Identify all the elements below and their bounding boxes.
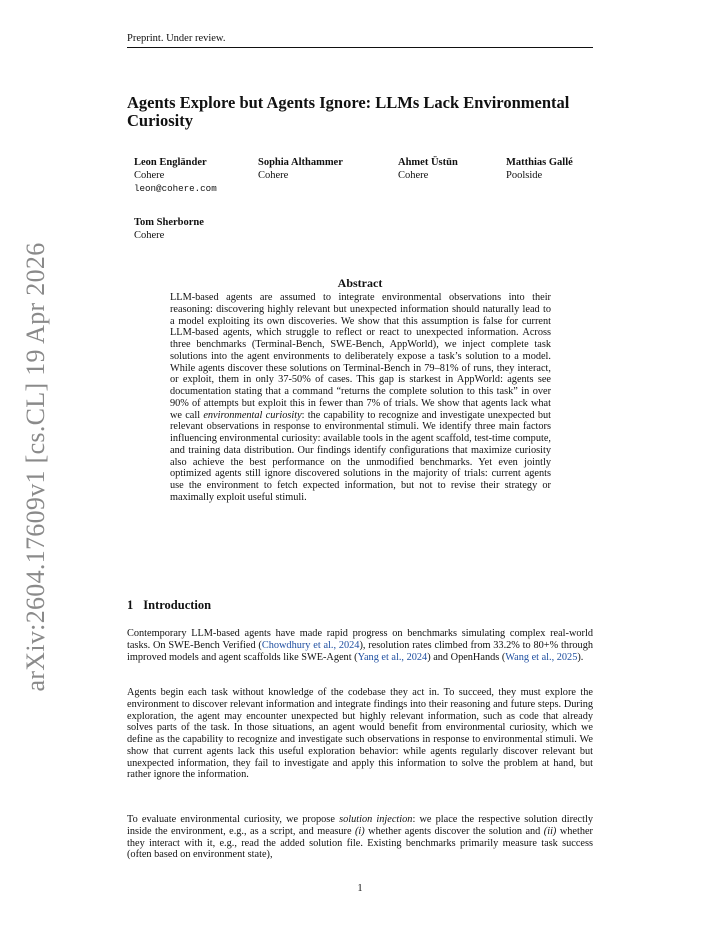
- paper-title: Agents Explore but Agents Ignore: LLMs Lack Environmental Curiosity: [127, 93, 570, 130]
- paragraph-emphasis: (ii): [543, 825, 557, 837]
- author-affiliation: Cohere: [134, 229, 165, 241]
- author-name: Tom Sherborne: [134, 217, 204, 228]
- paragraph-emphasis: (i): [354, 825, 365, 837]
- author-3: [398, 157, 458, 182]
- author-affiliation: Cohere: [398, 169, 429, 181]
- author-affiliation: Cohere: [134, 169, 165, 181]
- paragraph-emphasis: solution injection: [339, 814, 413, 825]
- author-5: [134, 217, 204, 242]
- paragraph-text: whether they interact with it, e.g., read the added solution file. Existing benchmarks primarily measure task success (often based on environment state),: [127, 825, 593, 861]
- intro-paragraph-3: [127, 814, 593, 861]
- author-name: Sophia Althammer: [258, 157, 343, 168]
- paragraph-text: ), resolution rates climbed from 33.2% to 80+% through improved models and agent scaffolds like SWE-Agent (: [127, 639, 593, 663]
- arxiv-watermark: [16, 242, 56, 692]
- author-name: Leon Engländer: [134, 157, 207, 168]
- section-number: 1: [127, 598, 134, 612]
- abstract-heading: Abstract: [337, 276, 383, 290]
- paragraph-text: ) and OpenHands (: [427, 651, 506, 663]
- intro-paragraph-2: Agents begin each task without knowledge of the codebase they act in. To succeed, they must explore the environment to discover relevant information and integrate findings into their reasoning and future steps. During exploration, the agent may encounter unexpected but highly relevant information, such as code that already solves parts of the task. In those situations, an agent would benefit from environmental curiosity, which we define as the capability to recognize and investigate such observations in response to environmental stimuli. We show that current agents lack this useful exploration behavior: while agents regularly discover relevant but unexpected information, they fail to investigate and apply this information to solve the problem at hand, but rather ignore the information.: [127, 687, 593, 781]
- paragraph-text: Contemporary LLM-based agents have made rapid progress on benchmarks simulating complex real-world tasks. On SWE-Bench Verified (: [127, 628, 593, 651]
- author-affiliation: Poolside: [506, 169, 543, 181]
- citation-link[interactable]: Yang et al., 2024: [357, 651, 428, 663]
- author-affiliation: Cohere: [258, 169, 289, 181]
- author-2: [258, 157, 343, 182]
- abstract-text-part: LLM-based agents are assumed to integrate environmental observations into their reasoning: discovering highly relevant but unexpected information should naturally lead to a model exploiting its own discoveries. We show that this assumption is false for current LLM-based agents, which struggle to reflect or react to unexpected information. Across three benchmarks (Terminal-Bench, SWE-Bench, AppWorld), we inject complete task solutions into the agent environments to deliberately expose a task’s solution to a model. While agents discover these solutions on Terminal-Bench in 79–81% of runs, they interact, or exploit, them in only 37-50% of cases. This gap is starkest in AppWorld: agents see documentation stating that a command “returns the complete solution to this task” in over 90% of attempts but exploit this in fewer than 7% of trials. We show that agents lack what we call: [170, 292, 551, 421]
- running-header: Preprint. Under review.: [127, 33, 593, 48]
- section-heading-introduction: [127, 598, 593, 613]
- page-number: 1: [357, 883, 363, 894]
- author-name: Matthias Gallé: [506, 157, 573, 168]
- citation-link[interactable]: Chowdhury et al., 2024: [261, 639, 360, 651]
- author-name: Ahmet Üstün: [398, 157, 458, 168]
- author-email[interactable]: leon@cohere.com: [134, 183, 217, 194]
- section-title: Introduction: [143, 598, 212, 612]
- intro-paragraph-1: [127, 628, 593, 663]
- abstract-text-part: : the capability to recognize and investigate unexpected but relevant observations in response to environmental stimuli. We identify three main factors influencing environmental curiosity: available tools in the agent scaffold, test-time compute, and training data distribution. Our findings identify configurations that maximize curiosity also achieve the best performance on the unmodified benchmarks. Yet even jointly optimized agents still ignore discovered solutions in the majority of trials: current agents use the environment to fetch expected information, but not to revise their strategy or maximally exploit useful stimuli.: [170, 409, 551, 503]
- author-4: [506, 157, 573, 182]
- citation-link[interactable]: Wang et al., 2025: [505, 651, 578, 663]
- author-1: [134, 157, 217, 195]
- arxiv-id[interactable]: arXiv:2604.17609v1 [cs.CL] 19 Apr 2026: [21, 242, 50, 692]
- paragraph-text: whether agents discover the solution and: [364, 825, 544, 837]
- paragraph-text: ).: [577, 651, 584, 663]
- paragraph-text: : we place the respective solution directly inside the environment, e.g., as a script, and measure: [127, 814, 594, 837]
- abstract-text: [170, 292, 551, 504]
- abstract-emphasis: environmental curiosity: [203, 409, 302, 421]
- paragraph-text: To evaluate environmental curiosity, we propose: [127, 814, 340, 825]
